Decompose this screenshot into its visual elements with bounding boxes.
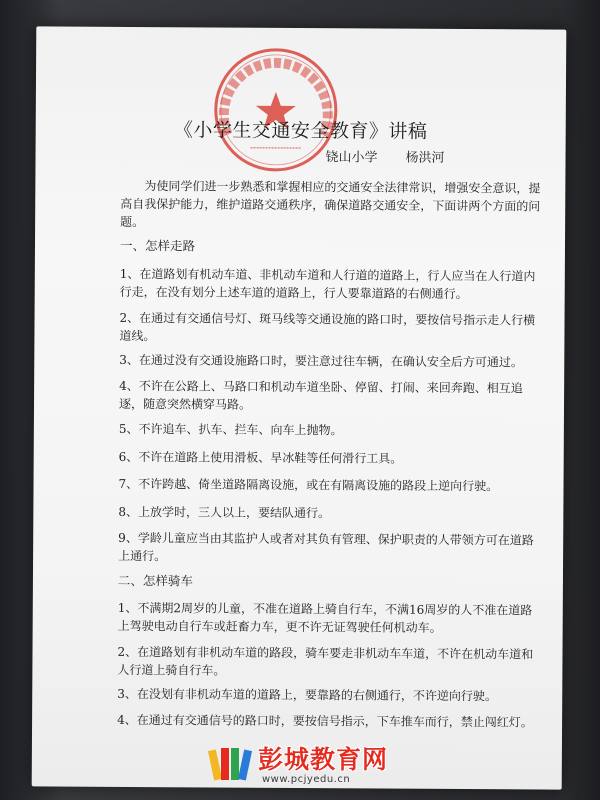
list-item: 1、不满期2周岁的儿童，不准在道路上骑自行车，不满16周岁的人不准在道路上驾驶电动自行车或赶畜力车，更不许无证驾驶任何机动车。: [117, 600, 533, 635]
author-line: [325, 146, 444, 166]
page-title: 《小学生交通安全教育》讲稿: [173, 119, 428, 143]
section-heading-walking: 一、怎样走路: [119, 237, 196, 254]
list-item: 4、不许在公路上、马路口和机动车道坐卧、停留、打闹、来回奔跑、相互追逐，随意突然横穿马路。: [118, 378, 523, 412]
list-item: 7、不许跨越、倚坐道路隔离设施，或在有隔离设施的路段上逆向行驶。: [118, 476, 499, 494]
list-item: 5、不许追车、扒车、拦车、向车上抛物。: [118, 421, 343, 438]
list-item: 9、学龄儿童应当由其监护人或者对其负有管理、保护职责的人带领方可在道路上通行。: [118, 530, 534, 564]
list-item: 2、在通过有交通信号灯、斑马线等交通设施的路口时，要按信号指示走人行横道线。: [119, 310, 536, 344]
author-name: 杨洪河: [405, 150, 445, 166]
watermark-brand: 彭城教育网: [258, 745, 389, 774]
section-heading-cycling: 二、怎样骑车: [117, 572, 194, 589]
colored-books-icon: [205, 740, 253, 788]
list-item: 6、不许在道路上使用滑板、旱冰鞋等任何滑行工具。: [118, 449, 403, 466]
list-item: 3、在没划有非机动车道的道路上，要靠路的右侧通行，不许逆向行驶。: [117, 686, 497, 704]
intro-paragraph: 为使同学们进一步熟悉和掌握相应的交通安全法律常识，增强安全意识，提高自我保护能力，维护道路交通秩序，确保道路交通安全，下面讲两个方面的问题。: [120, 179, 541, 230]
list-item: 4、在通过有交通信号的路口时，要按信号指示，下车推车而行，禁止闯红灯。: [117, 712, 533, 730]
list-item: 1、在道路划有机动车道、非机动车道和人行道的道路上，行人应当在人行道内行走，在没有划分上述车道的道路上，行人要靠道路的右侧通行。: [119, 266, 536, 302]
list-item: 8、上放学时，三人以上，要结队通行。: [118, 504, 331, 521]
school-name: 铙山小学: [325, 150, 378, 166]
watermark-url: www.pcjyedu.cn: [262, 774, 351, 785]
list-item: 3、在通过没有交通设施路口时，要注意过往车辆，在确认安全后方可通过。: [119, 352, 523, 370]
document-paper: [32, 26, 567, 789]
list-item: 2、在道路划有非机动车道的路段，骑车要走非机动车车道，不许在机动车道和人行道上骑自行车。: [117, 644, 534, 678]
